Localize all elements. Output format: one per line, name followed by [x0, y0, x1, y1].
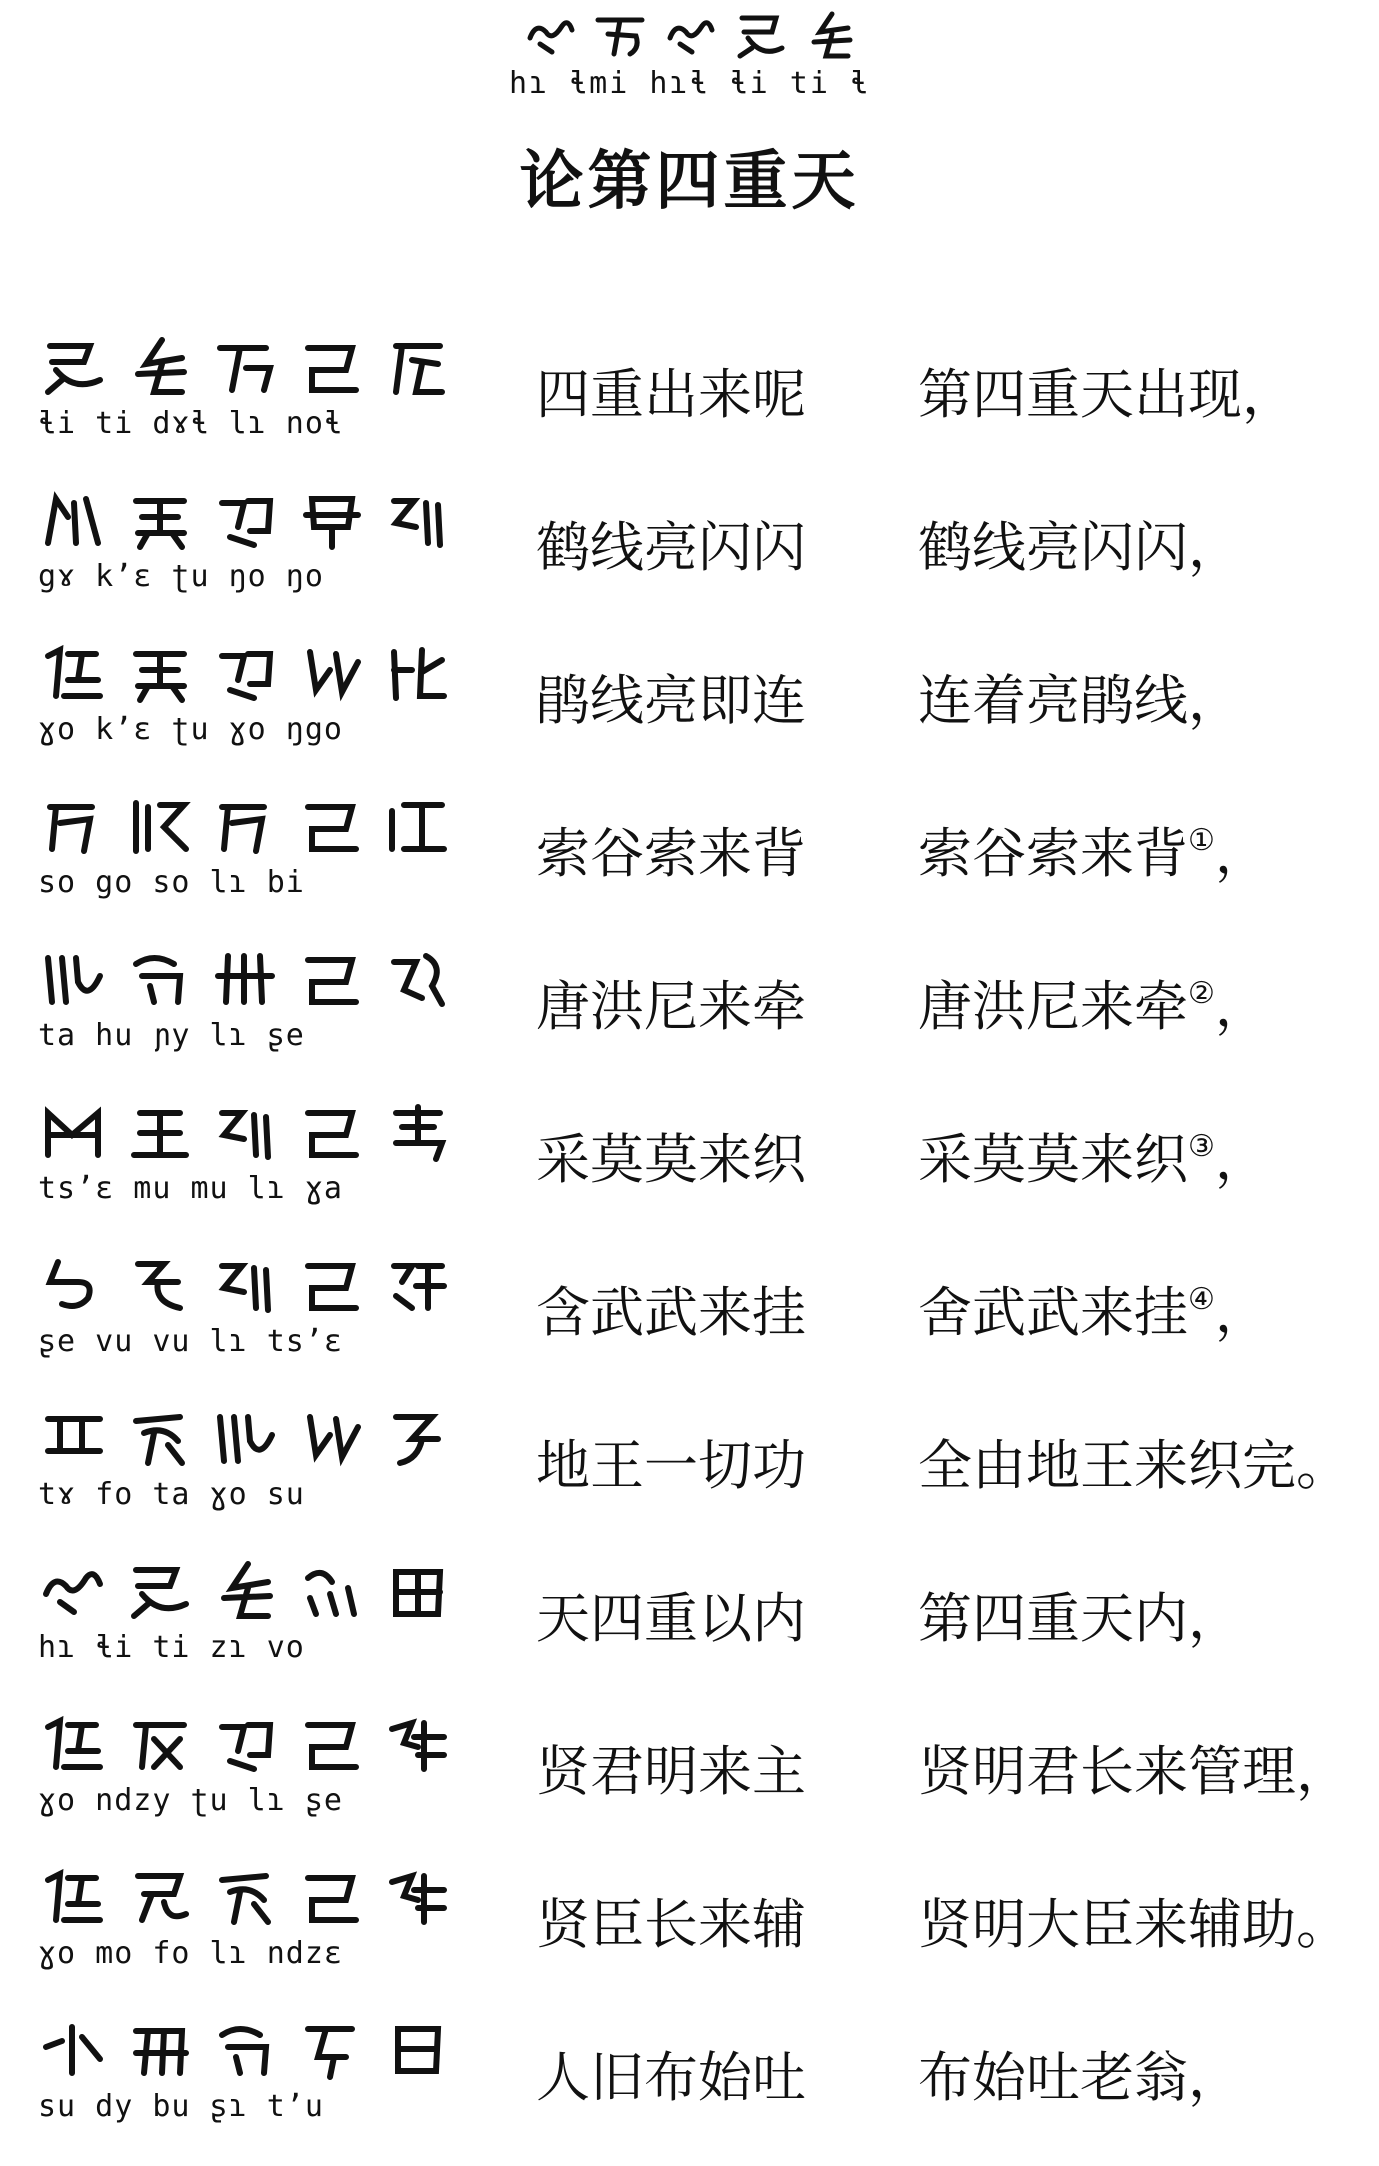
yi-glyph-group: [38, 1099, 458, 1169]
footnote-marker: ④: [1188, 1282, 1215, 1317]
yi-glyph-group: [38, 793, 458, 863]
yi-glyph: [124, 793, 196, 859]
free-text: 贤明君长来管理，: [918, 1740, 1350, 1803]
footnote-marker: ②: [1188, 976, 1215, 1011]
yi-glyph: [296, 487, 368, 553]
verse-row: [0, 1248, 1379, 1401]
free-translation: [918, 505, 1242, 582]
yi-glyph: [296, 2017, 368, 2083]
verse-row: [0, 330, 1379, 483]
free-text: 舍武武来挂: [918, 1281, 1188, 1344]
yi-glyph: [124, 487, 196, 553]
page-title: 论第四重天: [519, 144, 860, 219]
yi-glyph: [38, 640, 110, 706]
yi-glyph: [296, 1252, 368, 1318]
yi-glyph: [124, 1711, 196, 1777]
verse-row: [0, 1707, 1379, 1860]
yi-romanization: ʂe vu vu lɿ tsʼɛ: [38, 1324, 343, 1359]
verse-row: [0, 789, 1379, 942]
yi-glyph: [382, 1252, 454, 1318]
yi-glyph: [210, 1099, 282, 1165]
literal-translation: 天四重以内: [536, 1587, 806, 1650]
yi-glyph-group: [38, 1252, 458, 1322]
yi-glyph: [124, 640, 196, 706]
free-text: 第四重天内，: [918, 1587, 1242, 1650]
free-translation: 采莫莫来织③，: [918, 1128, 1269, 1191]
free-text: 索谷索来背: [918, 822, 1188, 885]
footnote-marker: ③: [1188, 1129, 1215, 1164]
yi-glyph-group: [38, 2017, 458, 2087]
yi-romanization: tsʼɛ mu mu lɿ ɣa: [38, 1171, 343, 1206]
yi-glyph: [296, 1405, 368, 1471]
yi-glyph: [296, 334, 368, 400]
free-translation: [918, 1882, 1350, 1959]
verse-row: [0, 1401, 1379, 1554]
verse-row: [0, 1860, 1379, 2013]
yi-glyph: [296, 1099, 368, 1165]
yi-glyph: [296, 946, 368, 1012]
literal-translation: 鹤线亮闪闪: [536, 516, 806, 579]
yi-glyph-group: [38, 1558, 458, 1628]
yi-romanization: ɣo ndzy ʈu lɿ ʂe: [38, 1783, 343, 1818]
yi-glyph: [210, 1711, 282, 1777]
yi-glyph: [124, 2017, 196, 2083]
yi-glyph: [382, 2017, 454, 2083]
yi-romanization: ɬi ti dɤɬ lɿ noɬ: [38, 406, 343, 441]
free-text: 全由地王来织完。: [918, 1434, 1350, 1497]
verse-row: [0, 1095, 1379, 1248]
free-translation: [918, 352, 1296, 429]
yi-glyph: [210, 1252, 282, 1318]
free-text: 布始吐老翁，: [918, 2046, 1242, 2109]
yi-glyph: [296, 1558, 368, 1624]
yi-glyph: [296, 1864, 368, 1930]
yi-romanization: ta hu ɲy lɿ ʂe: [38, 1018, 305, 1053]
yi-glyph: [210, 946, 282, 1012]
free-text: 鹤线亮闪闪，: [918, 516, 1242, 579]
yi-glyph: [38, 1711, 110, 1777]
literal-translation: 唐洪尼来牵: [536, 975, 806, 1038]
yi-glyph: [296, 640, 368, 706]
yi-glyph: [662, 8, 718, 62]
yi-glyph: [38, 1405, 110, 1471]
yi-glyph: [296, 1711, 368, 1777]
free-text: 采莫莫来织: [918, 1128, 1188, 1191]
yi-glyph: [124, 334, 196, 400]
verse-row: [0, 2013, 1379, 2166]
literal-translation: 含武武来挂: [536, 1281, 806, 1344]
yi-glyph: [124, 1558, 196, 1624]
verse-row: [0, 636, 1379, 789]
free-translation: 唐洪尼来牵②，: [918, 975, 1269, 1038]
yi-glyph: [382, 946, 454, 1012]
yi-glyph-group: [38, 640, 458, 710]
literal-translation: 贤臣长来辅: [536, 1893, 806, 1956]
verse-row: [0, 483, 1379, 636]
yi-glyph: [210, 1864, 282, 1930]
yi-glyph: [382, 1405, 454, 1471]
footnote-marker: ①: [1188, 823, 1215, 858]
yi-glyph: [210, 1558, 282, 1624]
yi-glyph: [124, 946, 196, 1012]
yi-glyph: [38, 793, 110, 859]
yi-glyph: [38, 2017, 110, 2083]
yi-glyph-group: [38, 1405, 458, 1475]
yi-romanization: hɿ ɬi ti zɿ vo: [38, 1630, 305, 1665]
free-text: 连着亮鹃线，: [918, 669, 1242, 732]
yi-glyph: [124, 1099, 196, 1165]
yi-glyph: [124, 1405, 196, 1471]
yi-glyph: [382, 487, 454, 553]
yi-glyph: [38, 1558, 110, 1624]
free-translation: [918, 2035, 1242, 2112]
yi-glyph: [296, 793, 368, 859]
yi-glyph: [382, 1864, 454, 1930]
yi-glyph-group: [38, 487, 458, 557]
yi-glyph: [382, 1711, 454, 1777]
header-yi-title: [0, 8, 1379, 68]
yi-glyph: [124, 1864, 196, 1930]
free-text: 贤明大臣来辅助。: [918, 1893, 1350, 1956]
yi-glyph: [210, 487, 282, 553]
free-translation: 舍武武来挂④，: [918, 1281, 1269, 1344]
yi-romanization: so go so lɿ bi: [38, 865, 305, 900]
free-translation: [918, 1576, 1242, 1653]
literal-translation: 地王一切功: [536, 1434, 806, 1497]
yi-glyph: [382, 334, 454, 400]
yi-romanization: ɣo kʼɛ ʈu ɣo ŋgo: [38, 712, 343, 747]
yi-glyph: [382, 640, 454, 706]
yi-glyph: [210, 793, 282, 859]
literal-translation: 鹃线亮即连: [536, 669, 806, 732]
free-translation: [918, 1729, 1350, 1806]
yi-glyph: [210, 640, 282, 706]
yi-glyph: [802, 8, 858, 62]
free-text: 第四重天出现，: [918, 363, 1296, 426]
yi-glyph-group: [38, 334, 458, 404]
yi-glyph: [210, 334, 282, 400]
literal-translation: 采莫莫来织: [536, 1128, 806, 1191]
yi-glyph: [592, 8, 648, 62]
yi-glyph: [382, 1558, 454, 1624]
yi-glyph: [210, 1405, 282, 1471]
free-translation: 索谷索来背①，: [918, 822, 1269, 885]
yi-romanization: su dy bu ʂɿ tʼu: [38, 2089, 324, 2124]
literal-translation: 贤君明来主: [536, 1740, 806, 1803]
header-romanization: hɿ ɬmi hɿɬ ɬi ti ɬ: [508, 66, 871, 101]
yi-romanization: tɤ fo ta ɣo su: [38, 1477, 305, 1512]
yi-glyph-group: [38, 946, 458, 1016]
yi-romanization: gɤ kʼɛ ʈu ŋo ŋo: [38, 559, 324, 594]
yi-glyph: [382, 1099, 454, 1165]
verse-row: [0, 942, 1379, 1095]
literal-translation: 索谷索来背: [536, 822, 806, 885]
verse-list: [0, 330, 1379, 2166]
literal-translation: 四重出来呢: [536, 363, 806, 426]
yi-glyph: [522, 8, 578, 62]
yi-romanization: ɣo mo fo lɿ ndzɛ: [38, 1936, 343, 1971]
free-translation: [918, 658, 1242, 735]
yi-glyph: [210, 2017, 282, 2083]
yi-glyph: [124, 1252, 196, 1318]
literal-translation: 人旧布始吐: [536, 2046, 806, 2109]
free-translation: [918, 1423, 1350, 1500]
yi-glyph: [38, 334, 110, 400]
yi-glyph: [38, 1252, 110, 1318]
yi-glyph: [732, 8, 788, 62]
yi-glyph: [38, 487, 110, 553]
yi-glyph-group: [38, 1864, 458, 1934]
yi-glyph: [38, 946, 110, 1012]
yi-glyph-group: [38, 1711, 458, 1781]
yi-glyph: [38, 1864, 110, 1930]
yi-glyph: [382, 793, 454, 859]
verse-row: [0, 1554, 1379, 1707]
yi-glyph: [38, 1099, 110, 1165]
free-text: 唐洪尼来牵: [918, 975, 1188, 1038]
